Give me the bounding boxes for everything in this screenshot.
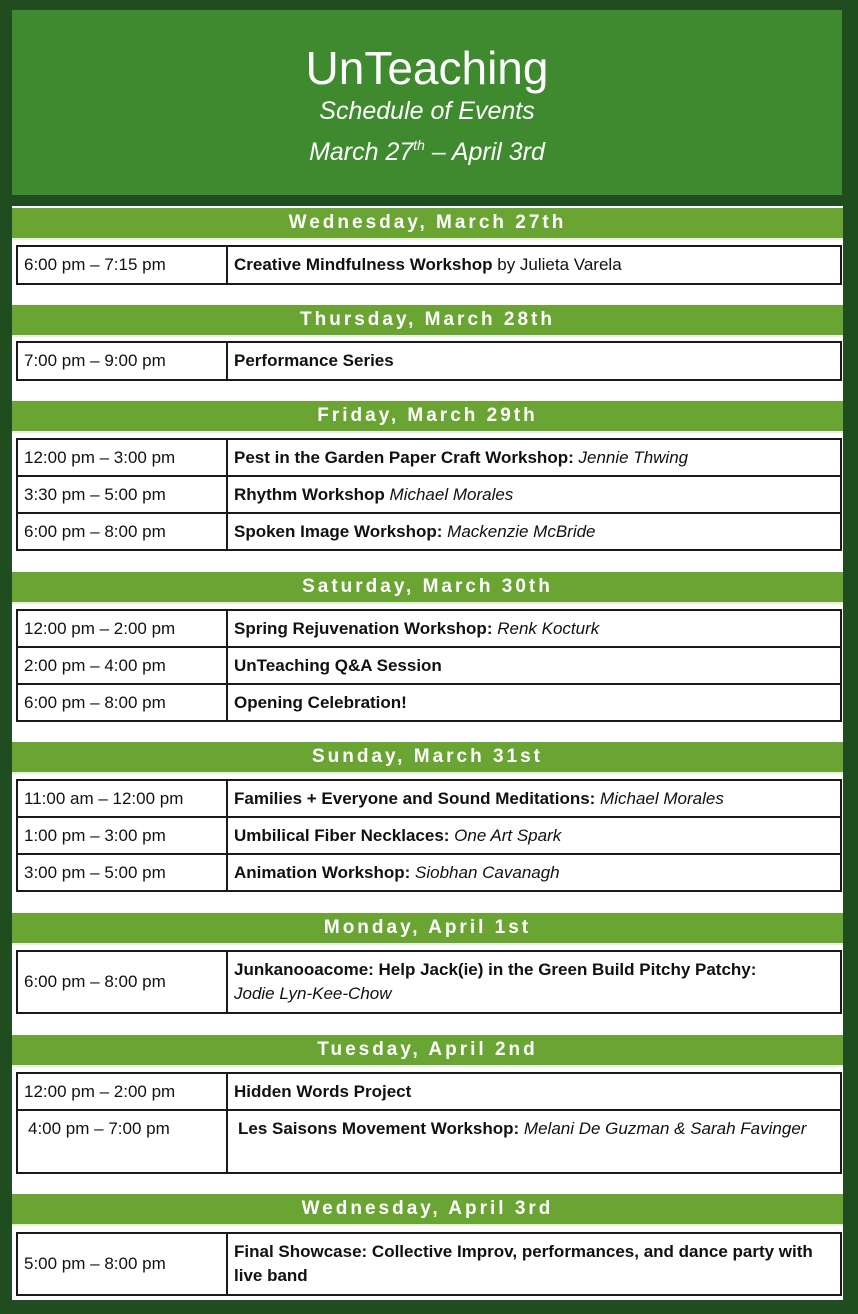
event-presenter: Siobhan Cavanagh xyxy=(410,862,560,882)
event-time: 3:00 pm – 5:00 pm xyxy=(17,854,227,891)
event-time: 12:00 pm – 2:00 pm xyxy=(17,610,227,647)
schedule-row xyxy=(17,439,841,476)
event-title: Umbilical Fiber Necklaces: xyxy=(234,825,450,845)
day-header: Wednesday, March 27th xyxy=(12,208,843,240)
schedule-row xyxy=(17,647,841,684)
event-presenter: by Julieta Varela xyxy=(492,255,622,274)
event-cell xyxy=(227,342,841,380)
event-title: Spring Rejuvenation Workshop: xyxy=(234,618,493,638)
event-title: Performance Series xyxy=(234,351,394,370)
day-header: Sunday, March 31st xyxy=(12,742,843,774)
event-title: Final Showcase: Collective Improv, performances, and dance party with live band xyxy=(234,1242,813,1285)
event-time: 6:00 pm – 8:00 pm xyxy=(17,684,227,721)
event-title: Les Saisons Movement Workshop: xyxy=(238,1119,520,1138)
event-title: Creative Mindfulness Workshop xyxy=(234,255,493,274)
day-header: Thursday, March 28th xyxy=(12,305,843,337)
day-header: Wednesday, April 3rd xyxy=(12,1194,843,1226)
event-time: 3:30 pm – 5:00 pm xyxy=(17,476,227,513)
event-time: 6:00 pm – 7:15 pm xyxy=(17,246,227,284)
event-presenter: One Art Spark xyxy=(449,825,562,845)
event-presenter: Mackenzie McBride xyxy=(442,521,596,541)
event-time: 11:00 am – 12:00 pm xyxy=(17,780,227,817)
event-cell xyxy=(227,1073,841,1110)
event-time: 12:00 pm – 2:00 pm xyxy=(17,1073,227,1110)
event-time: 6:00 pm – 8:00 pm xyxy=(17,513,227,550)
event-time: 1:00 pm – 3:00 pm xyxy=(17,817,227,854)
schedule-row xyxy=(17,854,841,891)
schedule-row xyxy=(17,1233,841,1295)
event-title: Animation Workshop: xyxy=(234,862,411,882)
schedule-table xyxy=(16,609,842,722)
event-cell xyxy=(227,780,841,817)
event-title: Rhythm Workshop xyxy=(234,484,385,504)
event-title: Opening Celebration! xyxy=(234,692,407,712)
schedule-row xyxy=(17,780,841,817)
day-header: Tuesday, April 2nd xyxy=(12,1035,843,1067)
event-title: Hidden Words Project xyxy=(234,1081,412,1101)
schedule-table xyxy=(16,1072,842,1174)
page-subtitle: Schedule of Events xyxy=(319,97,535,125)
schedule-table xyxy=(16,1232,842,1296)
event-cell xyxy=(227,647,841,684)
event-cell xyxy=(227,476,841,513)
schedule-row xyxy=(17,1073,841,1110)
event-cell xyxy=(227,439,841,476)
schedule-row xyxy=(17,610,841,647)
event-time: 4:00 pm – 7:00 pm xyxy=(17,1110,227,1173)
event-cell xyxy=(227,610,841,647)
schedule-row xyxy=(17,817,841,854)
schedule-row xyxy=(17,684,841,721)
schedule-table xyxy=(16,950,842,1014)
header-banner xyxy=(12,10,842,195)
event-cell xyxy=(227,951,841,1013)
schedule-row xyxy=(17,513,841,550)
event-cell xyxy=(227,1233,841,1295)
event-presenter: Jodie Lyn-Kee-Chow xyxy=(234,984,392,1003)
event-cell xyxy=(227,1110,841,1173)
day-header: Friday, March 29th xyxy=(12,401,843,433)
event-title: UnTeaching Q&A Session xyxy=(234,655,442,675)
event-cell xyxy=(227,684,841,721)
event-title: Pest in the Garden Paper Craft Workshop: xyxy=(234,447,574,467)
schedule-row xyxy=(17,951,841,1013)
event-cell xyxy=(227,817,841,854)
event-time: 7:00 pm – 9:00 pm xyxy=(17,342,227,380)
day-header: Saturday, March 30th xyxy=(12,572,843,604)
event-time: 5:00 pm – 8:00 pm xyxy=(17,1233,227,1295)
event-presenter: Michael Morales xyxy=(595,788,724,808)
event-time: 12:00 pm – 3:00 pm xyxy=(17,439,227,476)
day-header: Monday, April 1st xyxy=(12,913,843,945)
date-range-start: March 27 xyxy=(309,138,414,166)
schedule-table xyxy=(16,341,842,381)
event-presenter: Jennie Thwing xyxy=(573,447,689,467)
schedule-row xyxy=(17,476,841,513)
schedule-row xyxy=(17,342,841,380)
schedule-table xyxy=(16,779,842,892)
event-cell xyxy=(227,246,841,284)
event-cell xyxy=(227,513,841,550)
event-title: Families + Everyone and Sound Meditations: xyxy=(234,788,596,808)
date-range xyxy=(12,128,842,169)
date-range-end: – April 3rd xyxy=(424,138,545,166)
event-title: Spoken Image Workshop: xyxy=(234,521,443,541)
schedule-table xyxy=(16,438,842,551)
schedule-row xyxy=(17,246,841,284)
event-presenter: Melani De Guzman & Sarah Favinger xyxy=(519,1119,807,1138)
event-time: 6:00 pm – 8:00 pm xyxy=(17,951,227,1013)
schedule-table xyxy=(16,245,842,285)
event-presenter: Michael Morales xyxy=(384,484,514,504)
page-title: UnTeaching xyxy=(305,42,549,94)
date-range-suffix: th xyxy=(413,137,425,153)
event-cell xyxy=(227,854,841,891)
schedule-row xyxy=(17,1110,841,1173)
event-time: 2:00 pm – 4:00 pm xyxy=(17,647,227,684)
event-presenter: Renk Kocturk xyxy=(492,618,600,638)
event-title: Junkanooacome: Help Jack(ie) in the Green Build Pitchy Patchy: xyxy=(234,960,757,979)
